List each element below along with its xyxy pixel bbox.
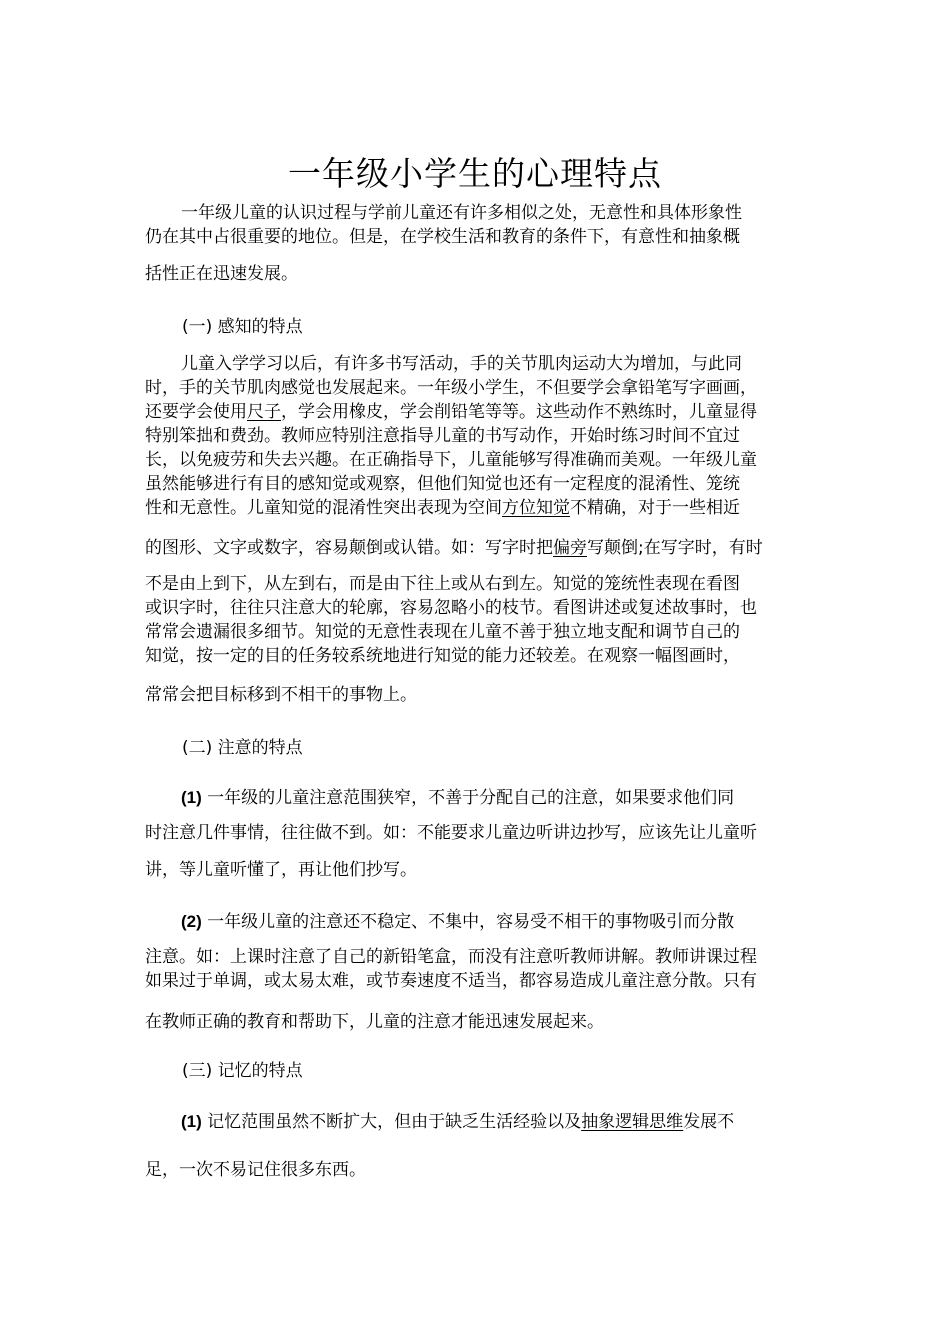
paragraph-line: 如果过于单调，或太易太难，或节奏速度不适当，都容易造成儿童注意分散。只有: [145, 971, 757, 991]
paragraph-line: [145, 537, 810, 560]
paragraph-line: 特别笨拙和费劲。教师应特别注意指导儿童的书写动作，开始时练习时间不宜过: [145, 426, 740, 446]
paragraph-line: [145, 910, 810, 934]
paragraph-line: 讲，等儿童听懂了，再让他们抄写。: [145, 860, 417, 880]
text-span: 记忆范围虽然不断扩大，但由于缺乏生活经验以及: [201, 1112, 582, 1132]
paragraph-line: 长，以免疲劳和失去兴趣。在正确指导下，儿童能够写得准确而美观。一年级儿童: [145, 450, 757, 470]
page-title: 一年级小学生的心理特点: [288, 154, 662, 193]
paragraph-line: 足，一次不易记住很多东西。: [145, 1160, 366, 1180]
text-span: ，学会用橡皮，学会削铅笔等等。这些动作不熟练时，儿童显得: [281, 402, 757, 422]
underlined-term: 方位知觉: [502, 498, 570, 518]
text-span: 写颠倒;在写字时，有时: [587, 538, 763, 558]
paragraph-line: 常常会把目标移到不相干的事物上。: [145, 685, 417, 705]
item-number: (2): [181, 912, 202, 931]
underlined-term: 抽象逻辑思维: [581, 1112, 684, 1132]
paragraph-line: [145, 786, 810, 810]
paragraph-line: 注意。如：上课时注意了自己的新铅笔盒，而没有注意听教师讲解。教师讲课过程: [145, 947, 757, 967]
text-span: 的图形、文字或数字，容易颠倒或认错。如：写字时把: [145, 538, 553, 558]
intro-line-2: 仍在其中占很重要的地位。但是，在学校生活和教育的条件下，有意性和抽象概: [145, 227, 740, 247]
paragraph-line: 时，手的关节肌肉感觉也发展起来。一年级小学生，不但要学会拿铅笔写字画画，: [145, 378, 757, 398]
section-heading-memory: (三) 记忆的特点: [182, 1061, 303, 1081]
text-span: 性和无意性。儿童知觉的混淆性突出表现为空间: [145, 498, 502, 518]
text-span: 发展不: [683, 1112, 735, 1132]
paragraph-line: 虽然能够进行有目的感知觉或观察，但他们知觉也还有一定程度的混淆性、笼统: [145, 474, 740, 494]
paragraph-line: 在教师正确的教育和帮助下，儿童的注意才能迅速发展起来。: [145, 1012, 604, 1032]
paragraph-line: 或识字时，往往只注意大的轮廓，容易忽略小的枝节。看图讲述或复述故事时，也: [145, 598, 757, 618]
text-span: 一年级的儿童注意范围狭窄，不善于分配自己的注意，如果要求他们同: [201, 788, 735, 808]
section-heading-attention: (二) 注意的特点: [182, 738, 303, 758]
underlined-term: 尺子: [247, 402, 281, 422]
paragraph-line: 知觉，按一定的目的任务较系统地进行知觉的能力还较差。在观察一幅图画时，: [145, 646, 740, 666]
item-number: (1): [181, 1112, 202, 1131]
paragraph-line: 不是由上到下，从左到右，而是由下往上或从右到左。知觉的笼统性表现在看图: [145, 574, 740, 594]
section-heading-perception: (一) 感知的特点: [182, 317, 303, 337]
paragraph-line: 时注意几件事情，往往做不到。如：不能要求儿童边听讲边抄写，应该先让儿童听: [145, 823, 757, 843]
text-span: 不精确，对于一些相近: [570, 498, 740, 518]
paragraph-line: [145, 1110, 810, 1134]
paragraph-line: 常常会遗漏很多细节。知觉的无意性表现在儿童不善于独立地支配和调节自己的: [145, 622, 740, 642]
text-span: 还要学会使用: [145, 402, 247, 422]
text-span: 一年级儿童的注意还不稳定、不集中，容易受不相干的事物吸引而分散: [201, 912, 735, 932]
intro-line-1: 一年级儿童的认识过程与学前儿童还有许多相似之处，无意性和具体形象性: [181, 203, 742, 223]
paragraph-line: [145, 401, 810, 424]
paragraph-line: [145, 497, 810, 520]
underlined-term: 偏旁: [553, 538, 587, 558]
intro-line-3: 括性正在迅速发展。: [145, 264, 298, 284]
item-number: (1): [181, 788, 202, 807]
paragraph-line: 儿童入学学习以后，有许多书写活动，手的关节肌肉运动大为增加，与此同: [181, 354, 742, 374]
